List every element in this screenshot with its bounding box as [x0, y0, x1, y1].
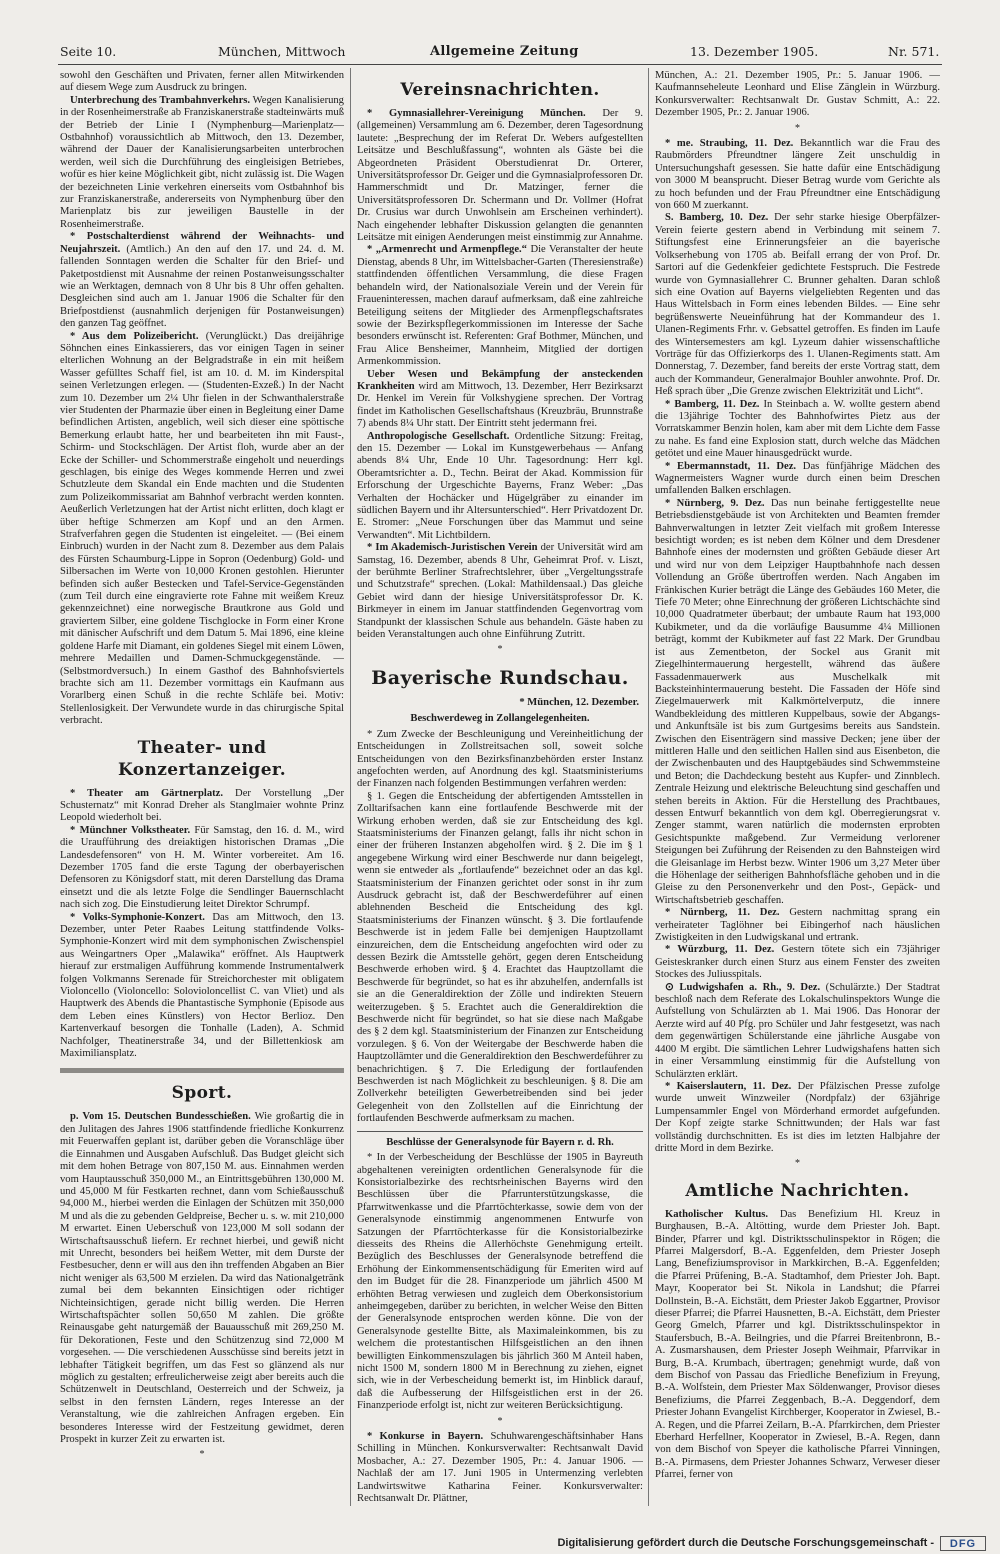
article-paragraph — [60, 231, 344, 330]
article-text: München, A.: 21. Dezember 1905, Pr.: 5. Januar 1906. — Kaufmannseheleute Leonhard und Elise Zänglein in Würzburg. Konkursverwalter: Rechtsanwalt Dr. Gustav Schmitt, A.: 22. Dezember 1905, Pr.: 2. Januar 1906. — [655, 70, 940, 119]
article-text: * Zum Zwecke der Beschleunigung und Vereinheitlichung der Entscheidungen in Zollstreitsachen soll, soweit solche Entscheidungen von den Bezirksfinanzbehörden erster Instanz angefochten werden, auf Anordnung des kgl. Staatsministeriums der Finanzen nach folgenden Bestimmungen verfahren werden: — [357, 728, 643, 790]
article-text: Das fünfjährige Mädchen des Wagnermeisters Wagner wurde durch einen beim Dreschen umfallenden Balken erschlagen. — [655, 460, 940, 497]
separator-asterisk: * — [497, 644, 503, 656]
article-text: wird am Mittwoch, 13. Dezember, Herr Bezirksarzt Dr. Henkel im Verein für Volkshygiene sprechen. Der Vortrag findet im Katholischen Gesellschaftshaus (Kreuzbräu, Brunnstraße 7) abends 8¼ Uhr statt. Der Eintritt steht jedermann frei. — [357, 380, 643, 430]
issue-date: 13. Dezember 1905. — [690, 44, 819, 59]
article-text: § 1. Gegen die Entscheidung der abfertigenden Amtsstellen in Zolltarifsachen kann eine fortlaufende Beschwerde mit der Wirkung erhoben werden, daß sie zur Entscheidung des kgl. Staatsministeriums der Finanzen gelangt, falls ihr nicht schon in einer der früheren Instanzen abgeholfen wird. § 2. Die im § 1 angegebene Wirkung wird einer Beschwerde nur dann beigelegt, wenn sie entweder als „fortlaufende“ bezeichnet oder an das kgl. Staatsministerium der Finanzen gerichtet oder sonst in ihr zum Ausdruck gebracht ist, daß der Beschwerdeführer auf einen ablehnenden Bescheid die Entscheidung des kgl. Staatsministeriums der Finanzen wünscht. § 3. Die fortlaufende Beschwerde ist in jedem Falle bei demjenigen Hauptzollamt einzureichen, dem die Entscheidung angefochten wird oder zu dessen Bezirk die Amtsstelle gehört, gegen deren Entscheidung Beschwerde erhoben wird. § 4. Erachtet das Hauptzollamt die Beschwerde für begründet, so hat es ihr abzuhelfen, andernfalls ist sie an die Generaldirektion der Zölle und indirekten Steuern weiterzugeben. § 5. Erachtet auch die Generaldirektion die Beschwerde nicht für begründet, so hat sie diese nach Maßgabe des § 2 dem kgl. Staatsministerium der Finanzen zur Entscheidung vorzulegen. § 6. Von der Weitergabe der Beschwerde haben die Hauptzollämter und die Generaldirektion den Beschwerdeführer zu benachrichtigen. § 7. Die Erledigung der fortlaufenden Beschwerden ist nach Möglichkeit zu beschleunigen. § 8. Die am Zollverkehr beteiligten Gewerbetreibenden sind bei jeder Gelegenheit von den Zollstellen auf die Einrichtung der fortlaufenden Beschwerde aufmerksam zu machen. — [357, 790, 643, 1125]
article-paragraph — [655, 982, 940, 1081]
column-1 — [60, 70, 344, 1506]
article-lead: * Volks-Symphonie-Konzert. — [70, 911, 205, 923]
article-paragraph — [60, 825, 344, 912]
section-rule — [60, 1068, 344, 1073]
article-paragraph — [655, 70, 940, 120]
dfg-logo: DFG — [940, 1536, 986, 1551]
article-paragraph — [655, 1081, 940, 1155]
article-text: Das Benefizium Hl. Kreuz in Burghausen, B.-A. Altötting, wurde dem Priester Joh. Bapt. Binder, Pfarrer und kgl. Distriktsschulinspektor in Rögen; die Pfarrei Malgersdorf, B.-A. Eggenfelden, dem Priester Joseph Lang, Benefiziumsprovisor in Markkirchen, B.-A. Eggenfelden; die Pfarrei Prüfening, B.-A. Stadtamhof, dem Priester Joh. Bapt. Mayr, Kooperator bei St. Nikola in Landshut; die Pfarrei Dollnstein, B.-A. Eichstätt, dem Priester Jakob Eggartner, Provisor dieser Pfarrei; die Pfarrei Hausnetten, B.-A. Eichstätt, dem Priester Georg Gmelch, Pfarrer und kgl. Distriktsschulinspektor in Staufersbuch, B.-A. Beilngries, und die Pfarrei Breitenbronn, B.-A. Zusmarshausen, dem Priester Joseph Weihmair, Pfarrvikar in Burg, B.-A. Krumbach, übertragen; genehmigt wurde, daß von dem Bischof von Passau das Friedliche Benefizium in Freyung, B.-A. Wolfstein, dem Priester Max Söldenwanger, Provisor dieses Benefiziums, die Pfarrei Zeggenbach, B.-A. Deggendorf, dem Priester Johann Evangelist Kirchberger, Kooperator in Zwiesel, B.-A. Regen, und die Pfarrei Zeilarn, B.-A. Pfarrkirchen, dem Priester Eberhard Herfellner, Kooperator in Zwiesel, B.-A. Regen, dann von dem Bischof von Speyer die katholische Pfarrei Vinningen, B.-A. Pirmasens, dem Priester Johannes Schwarz, Verweser dieser Pfarrei, ferner von — [655, 1208, 940, 1481]
article-text: Bekanntlich war die Frau des Raubmörders Pfreundtner längere Zeit unschuldig in Untersuchungshaft gesessen. Sie hatte dafür eine Entschädigung von 3000 M beansprucht. Dieser Betrag wurde vom Gerichte als zu hoch befunden und der Frau Pfreundtner eine Entschädigung von 660 M zuerkannt. — [655, 138, 940, 212]
section-heading: Sport. — [171, 1083, 233, 1104]
article-paragraph — [357, 729, 643, 791]
section-heading: Theater- und Konzertanzeiger. — [117, 737, 287, 780]
article-paragraph — [655, 461, 940, 498]
digitization-credit: Digitalisierung gefördert durch die Deutsche Forschungsgemeinschaft - — [557, 1537, 934, 1549]
article-paragraph — [60, 1111, 344, 1446]
issue-number: Nr. 571. — [888, 44, 940, 59]
article-text: Das am Mittwoch, den 13. Dezember, unter Peter Raabes Leitung stattfindende Volks-Symphonie-Konzert wird mit dem symphonischen Zwischenspiel aus Weingartners Oper „Malawika“ eröffnet. Als Hauptwerk hierauf zur erstmaligen Aufführung kommende Instrumentalwerk folgen Volkmanns Serenade für Streichorchester mit obligatem Violoncello (Violoncello: Solovioloncellist C. van Vliet) und als Hauptwerk des Abends die Phantastische Symphonie (Episode aus dem Leben eines Künstlers) von Hector Berlioz. Den Kartenverkauf besorgen die Tonhalle (Laden), A. Schmid Nachfolger, Theatinerstraße 34, und der Billettenkiosk am Maximiliansplatz. — [60, 911, 344, 1060]
article-paragraph — [357, 369, 643, 431]
article-text: sowohl den Geschäften und Privaten, ferner allen Mitwirkenden auf diesem Wege zum Ausdruck zu bringen. — [60, 70, 344, 94]
article-paragraph — [60, 95, 344, 231]
article-paragraph — [655, 907, 940, 944]
article-text: Der sehr starke hiesige Oberpfälzer-Verein feierte gestern abend in Verbindung mit seinem 7. Stiftungsfest eine Erinnerungsfeier an die bayerische Volkserhebung von 1705 ab. Beifall errang der von Prof. Dr. Sartori auf die Gedenkfeier gedichtete Festspruch. Die Festrede wurde von Gymnasiallehrer C. Brunner gehalten. Daran schloß sich eine Ovation auf Bayerns vielgeliebten Regenten und das Haus Wittelsbach in Form eines lebenden Bildes. — Eine sehr begrüßenswerte Neueinführung hat der Kommandeur des 1. Ulanen-Regiments Frhr. v. Gebsattel getroffen. Es finden im Laufe des Wintersemesters am kgl. Lyzeum dahier wissenschaftliche Vorträge für das Offizierkorps des 1. Ulanen-Regiments statt. Am Donnerstag, 7. Dezember, fand bereits der erste Vortrag statt, dem auch der Kommandeur, Generalmajor Bouhler anwohnte. Prof. Dr. Heß sprach über „Die Grenze zwischen Elektrizität und Licht“. — [655, 212, 940, 398]
article-lead: * me. Straubing, 11. Dez. — [665, 138, 794, 150]
article-paragraph — [655, 1209, 940, 1482]
section-rule — [357, 1131, 643, 1132]
article-lead: S. Bamberg, 10. Dez. — [665, 212, 769, 224]
article-lead: * Gymnasiallehrer-Vereinigung München. — [367, 108, 586, 119]
column-2 — [357, 70, 643, 1506]
article-lead: * Nürnberg, 9. Dez. — [665, 497, 765, 509]
article-lead: Unterbrechung des Trambahnverkehrs. — [70, 94, 251, 106]
subheading: Beschwerdeweg in Zollangelegenheiten. — [410, 713, 590, 725]
article-text: Der Pfälzischen Presse zufolge wurde unweit Winzweiler (Nordpfalz) der 63jährige Lumpensammler Engel von Mörderhand ermordet aufgefunden. Der Kopf zeigte starke Schnittwunden; der Hals war fast vollständig durchschnitten. Es ist dies im letzten Halbjahre der dritte Mord in dem Bezirke. — [655, 1080, 940, 1154]
article-lead: Anthropologische Gesellschaft. — [367, 430, 510, 442]
article-text: Gestern nachmittag sprang ein verheirateter Taglöhner bei Eibingerhof nach häuslichen Zwistigkeiten in den Ludwigskanal und ertrank. — [655, 907, 940, 944]
article-paragraph — [655, 498, 940, 907]
article-lead: Ueber Wesen und Bekämpfung der ansteckenden Krankheiten — [357, 368, 643, 392]
article-paragraph — [357, 542, 643, 641]
article-paragraph — [655, 944, 940, 981]
article-lead: * Postschalterdienst während der Weihnachts- und Neujahrszeit. — [60, 231, 344, 255]
column-3 — [655, 70, 940, 1506]
subheading: Beschlüsse der Generalsynode für Bayern r. d. Rh. — [386, 1136, 614, 1148]
article-text: Ordentliche Sitzung: Freitag, den 15. Dezember — Lokal im Kunstgewerbehaus — Anfang abends 8¼ Uhr, Ende 10 Uhr. Tagesordnung: Herr kgl. Oberamtsrichter a. D., Techn. Beirat der Akad. Kommission für Erforschung der Urgeschichte Bayerns, Franz Weber: „Das Verhalten der Hochäcker und Hügelgräber zu einander im südlichen Bayern und ihr Altersunterschied“. Herr Privatdozent Dr. E. Stromer: „Neue Forschungen über das Mammut und seine Verwandten“. Mit Lichtbildern. — [357, 430, 643, 541]
article-lead: * „Armenrecht und Armenpflege.“ — [367, 244, 527, 256]
article-paragraph — [655, 212, 940, 398]
article-text: (Amtlich.) An den auf den 17. und 24. d. M. fallenden Sonntagen werden die Schalter für den Brief- und Paketpostdienst mit Ausnahme der reinen Postanweisungsschalter wie an Werktagen, demnach von 8 Uhr bis 8 Uhr offen gehalten. Desgleichen sind auch am 1. Januar 1906 die Schalter für den Briefpostdienst (ausnahmlich derjenigen für Postanweisungen) den ganzen Tag geöffnet. — [60, 243, 344, 330]
article-lead: * Aus dem Polizeibericht. — [70, 330, 199, 342]
header-rule — [58, 64, 942, 65]
section-heading: Amtliche Nachrichten. — [685, 1180, 910, 1201]
article-lead: * Kaiserslautern, 11. Dez. — [665, 1080, 792, 1092]
column-divider — [648, 68, 649, 1506]
article-lead: * Würzburg, 11. Dez. — [665, 944, 775, 956]
article-paragraph — [60, 331, 344, 728]
article-text: Schuhwarengeschäftsinhaber Hans Schilling in München. Konkursverwalter: Rechtsanwalt David Mosbacher, A.: 27. Dezember 1905, Pr.: 4. Januar 1906. — Nachlaß der am 17. Juni 1905 in Untermenzing verlebten Landwirtswitwe Katharina Feiner. Konkursverwalter: Rechtsanwalt Dr. Plättner, — [357, 1431, 643, 1505]
article-lead: * Konkurse in Bayern. — [367, 1431, 484, 1443]
column-divider — [350, 68, 351, 1506]
place-weekday: München, Mittwoch — [218, 44, 346, 59]
article-text: Gestern tötete sich ein 73jähriger Geisteskranker durch einen Sturz aus einem Fenster des zweiten Stockes des Juliusspitals. — [655, 944, 940, 981]
article-paragraph — [357, 431, 643, 543]
article-lead: * Münchner Volkstheater. — [70, 824, 191, 836]
separator-asterisk: * — [795, 122, 800, 134]
dateline: * München, 12. Dezember. — [519, 696, 639, 708]
article-lead: p. Vom 15. Deutschen Bundesschießen. — [70, 1111, 251, 1123]
separator-asterisk: * — [497, 1415, 503, 1427]
article-lead: * Theater am Gärtnerplatz. — [70, 787, 224, 799]
page-number: Seite 10. — [60, 44, 117, 59]
article-text: Wegen Kanalisierung in der Rosenheimerstraße ab Franziskanerstraße stadteinwärts muß der Betrieb der Linie I (Nymphenburg—Marienplatz—Ostbahnhof) voraussichtlich ab Mittwoch, den 13. Dezember, während der Dauer der Kanalisierungsarbeiten unterbrochen werden, weil sich die Durchführung des eingleisigen Betriebes, wofür es hier keine Möglichkeit gibt, nicht zulässig ist. Die Wagen der bezeichneten Linie verkehren einerseits vom Ostbahnhof bis zur Franziskanerstraße, andererseits von Nymphenburg über den Marienplatz bis zur jeweiligen Baustelle in der Rosenheimerstraße. — [60, 94, 344, 230]
article-lead: Katholischer Kultus. — [665, 1208, 769, 1220]
newspaper-title: Allgemeine Zeitung — [430, 44, 579, 59]
article-paragraph — [357, 108, 643, 244]
section-heading: Vereinsnachrichten. — [400, 80, 600, 100]
separator-asterisk: * — [795, 1158, 800, 1170]
article-paragraph — [60, 788, 344, 825]
article-paragraph — [357, 1152, 643, 1413]
article-text: Der 9. (allgemeinen) Versammlung am 6. Dezember, deren Tagesordnung lautete: „Besprechung der im Referat Dr. Webers aufgestellten Leitsätze und Beschlußfassung“, wohnten als Gäste bei die Abgeordneten Präsident Oberstudienrat Dr. Orterer, Universitätsprofessor Dr. Geiger und die Gymnasialprofessoren Dr. Hammerschmidt und Dr. Matzinger, ferner die Universitätsprofessoren Dr. Schermann und Dr. Vollmer (Hofrat Dr. Crusius war durch Unwohlsein am Erscheinen verhindert). Nach eingehender lebhafter Diskussion gelangten die genannten Leitsätze mit einigen Aenderungen meist einstimmig zur Annahme. — [357, 108, 643, 244]
article-text: (Schulärzte.) Der Stadtrat beschloß nach dem Referate des Lokalschulinspektors Wunge die Aufstellung von Schulärzten ab 1. Mai 1906. Das Honorar der Aerzte wird auf 40 Pfg. pro Schüler und Jahr festgesetzt, was nach dem gegenwärtigen Schülerstande eine jährliche Ausgabe von 4400 M ergibt. Die sämtlichen Lehrer Ludwigshafens hatten sich in einer Versammlung einstimmig für die Aufstellung von Schulärzten erklärt. — [655, 981, 940, 1080]
article-text: Wie großartig die in den Julitagen des Jahres 1906 stattfindende friedliche Konkurrenz mit Feuerwaffen geplant ist, darüber geben die Voranschläge über die Einnahmen und Ausgaben Aufschluß. Das Budget gleicht sich mit dem hohen Betrage von 807,150 M. aus. Einnahmen werden vom Hauptausschuß 350,000 M., an Eintrittsgebühren 130,000 M. und 45,000 M für Festkarten rechnet, dann vom Schießausschuß 94,000 M., hierbei werden die Einlagen der Schützen mit 350,000 M und als die zu gebenden Geldpreise, Becher u. s. w. mit 210,000 M erwartet. Einen Ueberschuß von 123,000 M soll sodann der Wirtschaftsausschuß liefern. Er rechnet hierbei, und gewiß nicht mit Unrecht, besonders bei heißem Wetter, mit dem Durste der Festbesucher, denn er will aus den ihn treffenden Abgaben an Bier nicht weniger als 63,500 M erzielen. Da wird das Nationalgetränk zumal bei dem bekannten Einsichtigen oder richtiger Nichteinsichtigen, gerade nicht billig werden. Die Herren Wirtschaftspächter sollen 50,650 M zahlen. Die größte Reinausgabe geht naturgemäß der Bauausschuß mit 269,250 M. für Dekorationen, Feste und den Schützenzug sind 72,000 M vorgesehen. — Die verschiedenen Ausschüsse sind bereits jetzt in lebhafter Tätigkeit begriffen, um das Fest so glänzend als nur möglich zu gestalten; erfreulicherweise zeigt aber bereits auch die Schützenwelt in Deutschland, Oesterreich und der Schweiz, ja selbst in den fernsten Ländern, reges Interesse an der Veranstaltung, wie die zahlreichen Anfragen ergeben. Ein besonderes Interesse wird der Festzeitung gewidmet, deren Prospekt in kurzer Zeit zu erwarten ist. — [60, 1111, 344, 1446]
article-text: In Steinbach a. W. wollte gestern abend die 13jährige Tochter des Bahnhofwirtes Pietz aus der Vorratskammer Benzin holen, kam aber mit dem Lichte dem Fasse zu nahe. Es fand eine Explosion statt, durch welche das Mädchen getötet und eine Mauer hinausgedrückt wurde. — [655, 398, 940, 460]
article-paragraph — [357, 1431, 643, 1505]
article-text: (Verunglückt.) Das dreijährige Söhnchen eines Einkassierers, das vor einigen Tagen in seiner elterlichen Wohnung an der Belgradstraße in ein mit heißem Wasser gefülltes Schaff fiel, ist am 10. d. M. im Kinderspital seinen Verletzungen erlegen. — (Studenten-Exzeß.) In der Nacht zum 10. Dezember um 2¼ Uhr fielen in der Schwanthalerstraße vier Studenten der Pharmazie über einen in Begleitung einer Dame befindlichen Artisten, angeblich, weil sich dieser eine spöttische Bemerkung erlaubt hatte, her und bearbeiteten ihn mit Faust-, Schirm- und Stockschlägen. Der Artist floh, wurde aber an der Ecke der Schiller- und Schommerstraße eingeholt und neuerdings geschlagen, bis einige des Weges kommende Herren und zwei Schutzleute dem Skandal ein Ende machten und die Studenten zum Polizeikommissariat am Bahnhof verbracht werden konnten. Aeußerlich Verletzungen hat der Artist nicht erlitten, doch klagt er über heftige Schmerzen am Kopf und an den Armen. Strafverfahren gegen die Studenten ist eingeleitet. — (Bei einem Einbruch) wurden in der Nacht zum 8. Dezember aus dem Palais des Fürsten Schaumburg-Lippe in Sopron (Oedenburg) Gold- und Silbersachen im Werte von 10,000 Kronen gestohlen. Hierunter befinden sich außer Bestecken und Tafel-Service-Gegenständen (zum Teil durch eine eingravierte rote Fahne mit weißem Kreuz gekennzeichnet) eine norwegische Brautkrone aus Gold und graviertem Silber, eine goldene Tischglocke in Form einer Krone mit dänischer Aufschrift und dem Datum 5. Mai 1896, eine kleine goldene Harfe mit Diamant, ein goldenes Siegel mit einem Löwen, mehrere Medaillen und Damen-Schmuckgegenstände. — (Selbstmordversuch.) In einem Gasthof des Bahnhofsviertels brachte sich am 11. Dezember vormittags ein Kaufmann aus Vorarlberg einen Schuß in die rechte Schläfe bei. Motiv: Stellenlosigkeit. Der Verwundete wurde in das chirurgische Spital verbracht. — [60, 330, 344, 727]
article-lead: ⊙ Ludwigshafen a. Rh., 9. Dez. — [665, 981, 821, 993]
article-paragraph — [60, 912, 344, 1061]
article-text: der Universität wird am Samstag, 16. Dezember, abends 8 Uhr, Geheimrat Prof. v. Liszt, der berühmte Berliner Strafrechtslehrer, über „Vergeltungsstrafe und Schutzstrafe“ sprechen. (Lokal: Mathildensaal.) Das gleiche Gebiet wird dann der hiesige Universitätsprofessor Dr. K. Birkmeyer in einem im Januar stattfindenden Gegenvortrag vom Standpunkt der klassischen Schule aus behandeln. Gäste haben zu beiden Veranstaltungen auch ohne Einführung Zutritt. — [357, 542, 643, 641]
separator-asterisk: * — [199, 1449, 205, 1461]
article-lead: * Nürnberg, 11. Dez. — [665, 907, 780, 919]
article-text: Das nun beinahe fertiggestellte neue Betriebsdienstgebäude ist von Architekten und Beamten fremder Bahnverwaltungen in letzter Zeit vielfach mit großem Interesse besichtigt worden; es ist neben dem Kölner und dem Dresdener Bahnhofe eines der modernsten und größten Gebäude dieser Art und wird nur von dem Leipziger Hauptbahnhofe nach dessen Vollendung an Größe übertroffen werden. Nach Angaben im Fränkischen Kurier beträgt die Länge des Gebäudes 160 Meter, die Tiefe 70 Meter; ohne Einrechnung der größeren Lichtschächte sind 10,000 Quadratmeter überbaut; der umbaute Raum hat 193,000 Kubikmeter, und da die vorläufige Bausumme 4¼ Millionen beträgt, kommt der Kubikmeter auf fast 22 Mark. Der Grundbau ist aus Zementbeton, der Sockel aus Granit mit Ziegelhintermauerung hergestellt, während das äußere Fassadenmauerwerk aus Muschelkalk mit Backsteinhintermauerung besteht. Die Fassaden der Höfe sind Ziegelmauerwerk mit Kalkmörtelverputz, die innere Wandbekleidung des mittleren Kuppelbaus, sowie der Abgangs- und Ankunftsäle ist bis zum Gurtgesims bereits aus Sandstein. Zwischen den Eisenträgern sind massive Decken; jene über der mittleren Halle und den seitlichen Hallen sind aus Eisenbeton, die der Zwischenbauten und des Hauptgebäudes sind Schwemmsteine und Beton; die Dachdeckung besteht aus Kupfer- und Zinnblech. Zentrale Heizung und elektrische Beleuchtung sind geschaffen und stehen bereits in Aktion. Für die Herstellung des Prachtbaues, dessen Entwurf bekanntlich von dem kgl. Oberregierungsrat v. Zenger stammt, waren natürlich die modernsten erprobten Gesichtspunkte maßgebend. Zur Vermeidung verlorener Steigungen bei Zuführung der Reisenden zu den Bahnsteigen wird die Gleisanlage im Herbst bezw. Winter 1906 um 3,27 Meter über die Höhenlage der seitherigen Bahnhofsfläche gehoben und in die Gleise zu den Personenverkehr und den Post-, Gepäck- und Wirtschaftsbetrieb geschaffen. — [655, 497, 940, 906]
article-text: Für Samstag, den 16. d. M., wird die Uraufführung des dreiaktigen historischen Dramas „Die Landesdefensoren“ von H. M. Winter vorbereitet. Am 16. Dezember 1705 fand die erste Tagung der oberbayerischen Defensoren zu Königsdorf statt, mit deren Darstellung das Drama einsetzt und die als letzte Folge die Sendlinger Bauernschlacht nach sich zog. Die Einstudierung leitet Direktor Schrumpf. — [60, 824, 344, 911]
article-paragraph — [357, 244, 643, 368]
article-paragraph — [357, 791, 643, 1126]
article-text: Der Vorstellung „Der Schusternatz“ mit Konrad Dreher als Stanglmaier wohnte Prinz Leopold wiederholt bei. — [60, 787, 344, 824]
article-lead: * Bamberg, 11. Dez. — [665, 398, 760, 410]
article-paragraph — [655, 138, 940, 212]
article-text: Die Veranstalter der heute Dienstag, abends 8 Uhr, im Wittelsbacher-Garten (Theresienstraße) stattfindenden öffentlichen Versammlung, die diese Fragen behandeln wird, der Nationalsoziale Verein und der Verein für Fraueninteressen, machen darauf aufmerksam, daß eine zahlreiche Beteiligung seitens der Mitglieder des Armenpflegschaftsrates sowie der Bezirkspflegerkommissionen im Interesse der Sache besonders erwünscht ist. Referenten: Graf Bothmer, München, und Frau Alice Bensheimer, Mannheim, Mitglied der dortigen Armenkommission. — [357, 244, 643, 368]
article-paragraph — [655, 399, 940, 461]
article-lead: * Ebermannstadt, 11. Dez. — [665, 460, 797, 472]
article-paragraph — [60, 70, 344, 95]
section-heading: Bayerische Rundschau. — [371, 666, 629, 689]
article-lead: * Im Akademisch-Juristischen Verein — [367, 542, 538, 554]
article-text: * In der Verbescheidung der Beschlüsse der 1905 in Bayreuth abgehaltenen vereinigten ordentlichen Generalsynode für die Konsistorialbezirke des rechtsrheinischen Bayerns wird den Beschlüssen über die Pfarrunterstützungskasse, die Pfarrwitwenkasse und die Pfarrtöchterkasse, sowie dem von der Generalsynode einstimmig angenommenen Entwurfe von Satzungen der Pfarrtöchterkasse für die Konsistorialbezirke diesseits des Rheins die Allerhöchste Genehmigung erteilt. Bezüglich des Beschlusses der Generalsynode betreffend die Erhöhung der Einkommensentschädigung für Emeriten wird auf den im Budget für die 28. Finanzperiode um jährlich 4500 M erhöhten Betrag verwiesen und zugleich dem Oberkonsistorium anheimgegeben, darüber zu berichten, in welcher Weise den Bitten der Generalsynode entsprochen werden könne. Die von der Generalsynode gestellte Bitte, als Maximaleinkommen, bis zu welchem die protestantischen Hilfsgeistlichen an den ihnen bewilligten Einkommenszulagen bis jährlich 360 M Anteil haben, nicht 1500 M, sondern 1800 M in Berechnung zu ziehen, eignet sich, wie in der Verbescheidung bemerkt ist, im Hinblick darauf, daß die Aufbesserung der Hilfsgeistlichen erst in der 26. Finanzperiode erfolgt ist, nicht zur weiteren Berücksichtigung. — [357, 1152, 643, 1412]
